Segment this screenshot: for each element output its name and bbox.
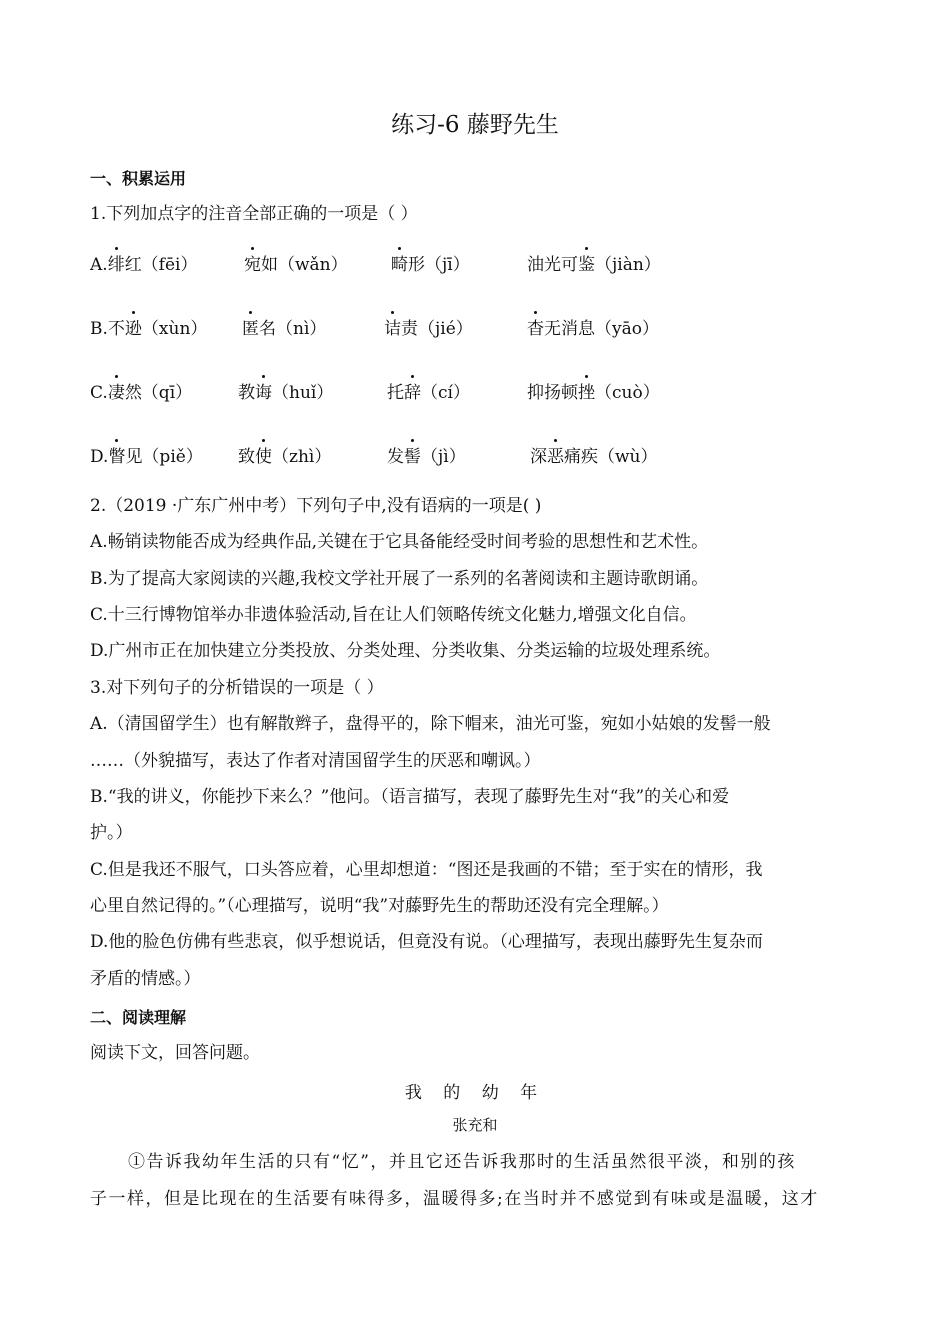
article-author: 张充和 xyxy=(452,1116,498,1134)
section-heading-1: 一、积累运用 xyxy=(90,169,187,188)
dotted-char: 鉴 xyxy=(578,252,595,278)
q3-option-b-line1: B.“我的讲义，你能抄下来么？”他问。（语言描写，表现了藤野先生对“我”的关心和爱 xyxy=(90,787,730,807)
question-3-stem: 3.对下列句子的分析错误的一项是（ ） xyxy=(90,678,384,698)
q1-option-a-3: 畸形（jī） xyxy=(391,252,470,278)
q3-option-c-line1: C.但是我还不服气，口头答应着，心里却想道：“图还是我画的不错；至于实在的情形，我 xyxy=(90,860,763,880)
dotted-char: 髻 xyxy=(404,444,421,470)
article-paragraph-1-line2: 子一样，但是比现在的生活要有味得多，温暖得多;在当时并不感觉到有味或是温暖，这才 xyxy=(90,1189,819,1209)
dotted-char: 恶 xyxy=(547,444,564,470)
q2-option-c: C.十三行博物馆举办非遗体验活动,旨在让人们领略传统文化魅力,增强文化自信。 xyxy=(90,605,697,625)
q1-option-b-3: 诘责（jié） xyxy=(384,316,473,342)
dotted-char: 杳 xyxy=(527,316,544,342)
question-1-stem: 1.下列加点字的注音全部正确的一项是（ ） xyxy=(90,204,418,224)
section-heading-2: 二、阅读理解 xyxy=(90,1008,187,1027)
dotted-char: 瞥 xyxy=(108,444,125,470)
q1-option-b-1: B.不逊（xùn） xyxy=(90,316,207,342)
q2-option-d: D.广州市正在加快建立分类投放、分类处理、分类收集、分类运输的垃圾处理系统。 xyxy=(90,641,721,661)
dotted-char: 辞 xyxy=(404,380,421,406)
q1-option-d-1: D.瞥见（piě） xyxy=(90,444,203,470)
reading-intro: 阅读下文，回答问题。 xyxy=(90,1043,260,1063)
dotted-char: 绯 xyxy=(108,252,125,278)
q1-option-b-2: 匿名（nì） xyxy=(242,316,326,342)
q1-option-c-1: C.凄然（qī） xyxy=(90,380,192,406)
q1-option-d-3: 发髻（jì） xyxy=(387,444,466,470)
q1-option-a-4: 油光可鉴（jiàn） xyxy=(527,252,661,278)
q1-option-a-2: 宛如（wǎn） xyxy=(244,252,348,278)
q3-option-c-line2: 心里自然记得的。”（心理描写，说明“我”对藤野先生的帮助还没有完全理解。） xyxy=(90,896,669,916)
q1-option-d-2: 致使（zhì） xyxy=(238,444,331,470)
q1-option-c-3: 托辞（cí） xyxy=(387,380,470,406)
q3-option-d-line1: D.他的脸色仿佛有些悲哀，似乎想说话，但竟没有说。（心理描写，表现出藤野先生复杂而 xyxy=(90,932,763,952)
q3-option-d-line2: 矛盾的情感。） xyxy=(90,969,201,989)
page-title: 练习-6 藤野先生 xyxy=(391,112,559,138)
q1-option-d-4: 深恶痛疾（wù） xyxy=(530,444,658,470)
q3-option-b-line2: 护。） xyxy=(90,823,133,843)
dotted-char: 使 xyxy=(255,444,272,470)
dotted-char: 宛 xyxy=(244,252,261,278)
q1-option-c-4: 抑扬顿挫（cuò） xyxy=(527,380,660,406)
dotted-char: 挫 xyxy=(578,380,595,406)
dotted-char: 诘 xyxy=(384,316,401,342)
dotted-char: 诲 xyxy=(255,380,272,406)
question-2-stem: 2.（2019 ·广东广州中考）下列句子中,没有语病的一项是( ) xyxy=(90,496,542,516)
q1-option-a-1: A.绯红（fēi） xyxy=(90,252,197,278)
q1-option-c-2: 教诲（huǐ） xyxy=(238,380,333,406)
q2-option-a: A.畅销读物能否成为经典作品,关键在于它具备能经受时间考验的思想性和艺术性。 xyxy=(90,532,709,552)
article-paragraph-1-line1: ①告诉我幼年生活的只有“忆”，并且它还告诉我那时的生活虽然很平淡，和别的孩 xyxy=(128,1152,796,1172)
q3-option-a-line1: A.（清国留学生）也有解散辫子，盘得平的，除下帽来，油光可鉴，宛如小姑娘的发髻一般 xyxy=(90,714,771,734)
article-title: 我 的 幼 年 xyxy=(404,1083,546,1103)
q1-option-b-4: 杳无消息（yāo） xyxy=(527,316,659,342)
q3-option-a-line2: ……（外貌描写，表达了作者对清国留学生的厌恶和嘲讽。） xyxy=(90,751,541,771)
dotted-char: 逊 xyxy=(125,316,142,342)
dotted-char: 匿 xyxy=(242,316,259,342)
dotted-char: 凄 xyxy=(108,380,125,406)
dotted-char: 畸 xyxy=(391,252,408,278)
q2-option-b: B.为了提高大家阅读的兴趣,我校文学社开展了一系列的名著阅读和主题诗歌朗诵。 xyxy=(90,569,709,589)
